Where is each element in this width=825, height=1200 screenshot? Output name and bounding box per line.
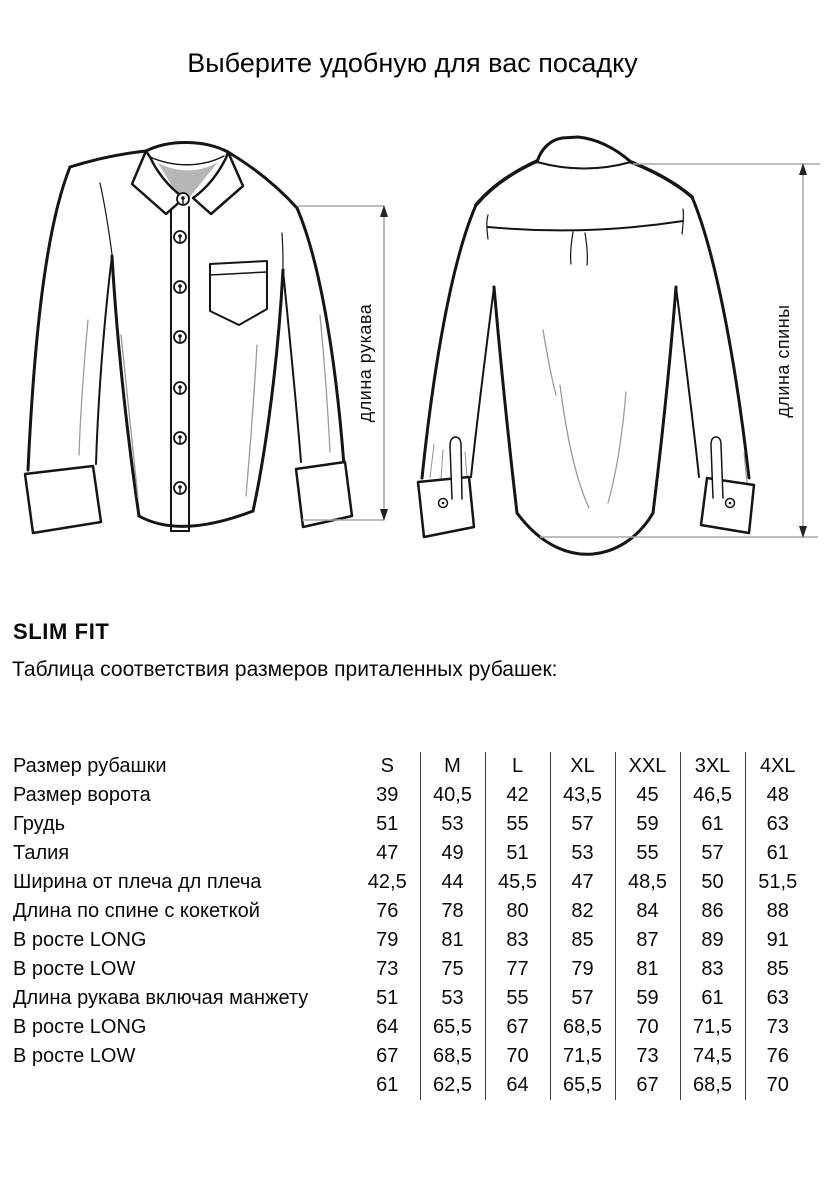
row-label: Ширина от плеча дл плеча (13, 871, 262, 893)
size-value-cell: 55 (485, 984, 550, 1013)
row-label: Размер ворота (13, 784, 151, 806)
table-row (13, 839, 810, 868)
row-label: В росте LONG (13, 1016, 147, 1038)
size-value-cell: 51,5 (745, 868, 810, 897)
size-value-cell: 61 (680, 984, 745, 1013)
row-label: Размер рубашки (13, 755, 167, 777)
size-value-cell: 47 (376, 842, 399, 864)
size-value-cell: 80 (485, 897, 550, 926)
size-value-cell: 76 (745, 1042, 810, 1071)
front-buttons (174, 193, 189, 494)
size-value-cell: 68,5 (550, 1013, 615, 1042)
size-value-cell: 53 (420, 984, 485, 1013)
table-row (13, 868, 810, 897)
size-value-cell: 68,5 (680, 1071, 745, 1100)
size-value-cell: 81 (420, 926, 485, 955)
size-value-cell: 70 (615, 1013, 680, 1042)
size-value-cell: 67 (485, 1013, 550, 1042)
size-value-cell: 62,5 (420, 1071, 485, 1100)
size-value-cell: 65,5 (550, 1071, 615, 1100)
size-value-cell: 59 (615, 810, 680, 839)
size-value-cell: 74,5 (680, 1042, 745, 1071)
size-value-cell: 45 (615, 781, 680, 810)
size-value-cell: 40,5 (420, 781, 485, 810)
size-value-cell: 47 (550, 868, 615, 897)
size-value-cell: 89 (680, 926, 745, 955)
back-yoke-seam (487, 209, 684, 265)
size-value-cell: 46,5 (680, 781, 745, 810)
row-label: Грудь (13, 813, 66, 835)
size-value-cell: 43,5 (550, 781, 615, 810)
size-value-cell: 63 (745, 984, 810, 1013)
size-value-cell: 85 (550, 926, 615, 955)
size-value-cell: 53 (420, 810, 485, 839)
size-value-cell: 68,5 (420, 1042, 485, 1071)
size-value-cell: 79 (550, 955, 615, 984)
table-row (13, 810, 810, 839)
row-label: Длина рукава включая манжету (13, 987, 309, 1009)
size-value-cell: 83 (485, 926, 550, 955)
size-value-cell: 48 (745, 781, 810, 810)
row-label: В росте LOW (13, 1045, 136, 1067)
size-column-header: 4XL (745, 752, 810, 781)
page-title: Выберите удобную для вас посадку (187, 48, 638, 78)
row-label: Длина по спине с кокеткой (13, 900, 260, 922)
size-value-cell: 64 (376, 1016, 399, 1038)
size-column-header: S (380, 755, 394, 777)
sleeve-length-label: длина рукава (355, 303, 375, 423)
shirt-fit-diagram (0, 120, 825, 580)
size-value-cell: 67 (615, 1071, 680, 1100)
size-table (13, 752, 810, 1100)
size-value-cell: 77 (485, 955, 550, 984)
size-value-cell: 81 (615, 955, 680, 984)
size-value-cell: 71,5 (550, 1042, 615, 1071)
size-value-cell: 55 (615, 839, 680, 868)
size-value-cell: 59 (615, 984, 680, 1013)
size-column-header: L (485, 752, 550, 781)
size-value-cell: 39 (376, 784, 399, 806)
size-value-cell: 73 (376, 958, 399, 980)
size-value-cell: 88 (745, 897, 810, 926)
size-value-cell: 79 (376, 929, 399, 951)
size-value-cell: 64 (485, 1071, 550, 1100)
front-fold-lines (79, 315, 330, 498)
size-value-cell: 42,5 (367, 871, 407, 893)
size-value-cell: 67 (376, 1045, 399, 1067)
size-value-cell: 61 (680, 810, 745, 839)
size-value-cell: 57 (550, 810, 615, 839)
size-value-cell: 85 (745, 955, 810, 984)
size-value-cell: 61 (376, 1074, 399, 1096)
size-value-cell: 55 (485, 810, 550, 839)
size-value-cell: 82 (550, 897, 615, 926)
chest-pocket (210, 261, 267, 325)
back-length-dimension (540, 163, 820, 538)
size-value-cell: 51 (485, 839, 550, 868)
back-length-label: длина спины (773, 304, 793, 418)
back-collar (537, 137, 631, 169)
size-column-header: M (420, 752, 485, 781)
front-right-cuff (296, 462, 352, 527)
size-value-cell: 75 (420, 955, 485, 984)
table-row (13, 984, 810, 1013)
size-column-header: XL (550, 752, 615, 781)
table-header-row (13, 752, 810, 781)
table-row (13, 897, 810, 926)
size-value-cell: 45,5 (485, 868, 550, 897)
size-column-header: 3XL (680, 752, 745, 781)
fit-heading: SLIM FIT (13, 619, 110, 644)
table-row (13, 926, 810, 955)
size-value-cell: 76 (376, 900, 399, 922)
fit-description: Таблица соответствия размеров приталенных рубашек: (12, 658, 558, 681)
size-value-cell: 48,5 (615, 868, 680, 897)
size-value-cell: 44 (420, 868, 485, 897)
size-value-cell: 65,5 (420, 1013, 485, 1042)
table-row (13, 1013, 810, 1042)
size-value-cell: 53 (550, 839, 615, 868)
shirt-back-illustration (418, 137, 754, 554)
size-value-cell: 51 (376, 813, 399, 835)
shirt-front-illustration (25, 142, 352, 533)
size-value-cell: 51 (376, 987, 399, 1009)
table-row (13, 781, 810, 810)
size-value-cell: 73 (615, 1042, 680, 1071)
size-value-cell: 49 (420, 839, 485, 868)
table-row (13, 955, 810, 984)
size-value-cell: 78 (420, 897, 485, 926)
size-column-header: XXL (615, 752, 680, 781)
size-value-cell: 57 (680, 839, 745, 868)
size-value-cell: 61 (745, 839, 810, 868)
size-value-cell: 84 (615, 897, 680, 926)
back-fold-lines (543, 330, 626, 508)
row-label: В росте LOW (13, 958, 136, 980)
size-value-cell: 83 (680, 955, 745, 984)
row-label: Талия (13, 842, 70, 864)
size-table-body (13, 752, 810, 1100)
size-value-cell: 71,5 (680, 1013, 745, 1042)
table-row (13, 1042, 810, 1071)
size-value-cell: 91 (745, 926, 810, 955)
table-row (13, 1071, 810, 1100)
size-value-cell: 42 (485, 781, 550, 810)
size-value-cell: 70 (745, 1071, 810, 1100)
back-left-cuff (418, 437, 474, 537)
size-value-cell: 86 (680, 897, 745, 926)
size-value-cell: 50 (680, 868, 745, 897)
row-label: В росте LONG (13, 929, 147, 951)
size-value-cell: 63 (745, 810, 810, 839)
front-left-cuff (25, 466, 101, 533)
size-value-cell: 70 (485, 1042, 550, 1071)
size-value-cell: 87 (615, 926, 680, 955)
size-value-cell: 73 (745, 1013, 810, 1042)
size-value-cell: 57 (550, 984, 615, 1013)
row-label (13, 1071, 355, 1100)
